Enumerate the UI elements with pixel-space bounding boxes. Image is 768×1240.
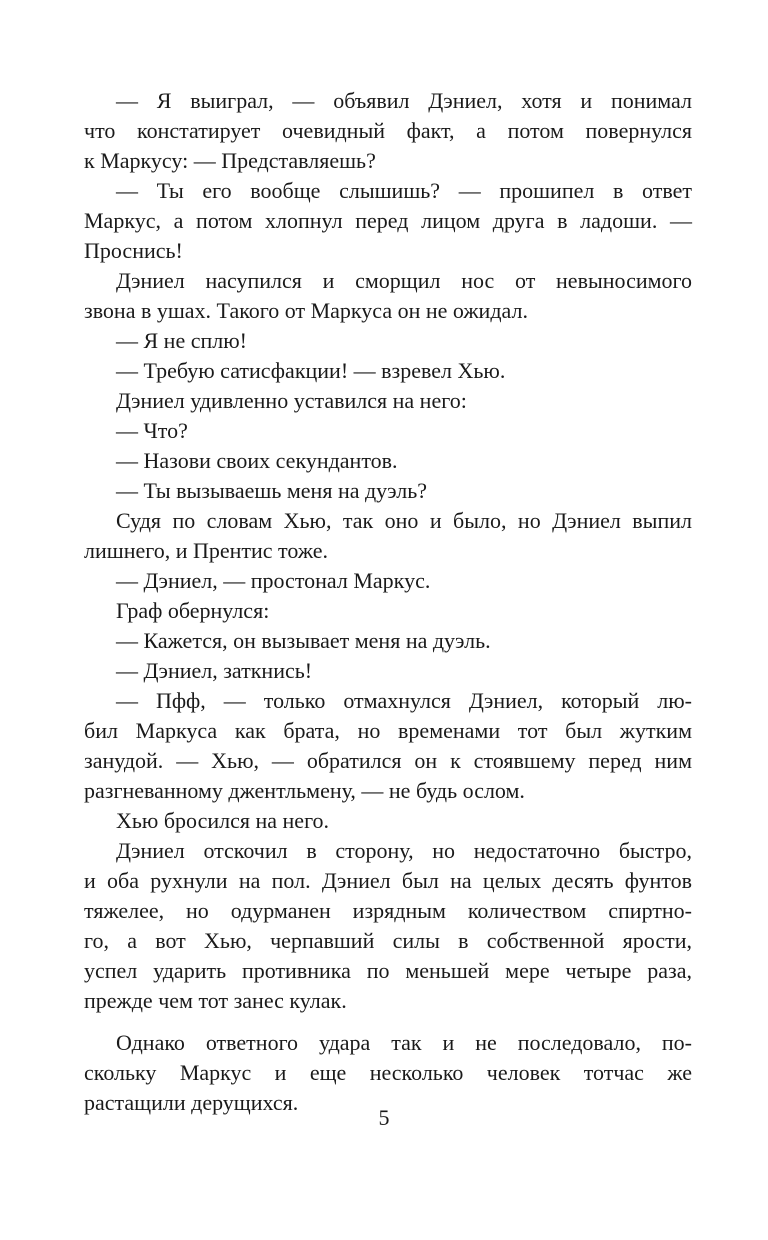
text-line: Хью бросился на него. <box>116 808 330 833</box>
text-line: тяжелее, но одурманен изрядным количеством спиртно- <box>84 898 692 923</box>
text-line: Однако ответного удара так и не последовало, по- <box>116 1030 692 1055</box>
text-line: — Ты вызываешь меня на дуэль? <box>116 478 427 503</box>
text-line: Проснись! <box>84 238 183 263</box>
text-line: го, а вот Хью, черпавший силы в собственной ярости, <box>84 928 692 953</box>
text-line: звона в ушах. Такого от Маркуса он не ожидал. <box>84 298 528 323</box>
text-line: что констатирует очевидный факт, а потом повернулся <box>84 118 692 143</box>
text-line: Судя по словам Хью, так оно и было, но Дэниел выпил <box>116 508 692 533</box>
body-text <box>84 86 692 1118</box>
text-line: Дэниел отскочил в сторону, но недостаточно быстро, <box>116 838 692 863</box>
text-line: разгневанному джентльмену, — не будь ослом. <box>84 778 525 803</box>
text-line: лишнего, и Прентис тоже. <box>84 538 329 563</box>
text-line: — Дэниел, — простонал Маркус. <box>116 568 431 593</box>
text-line: бил Маркуса как брата, но временами тот был жутким <box>84 718 692 743</box>
text-line: — Ты его вообще слышишь? — прошипел в ответ <box>116 178 692 203</box>
text-line: Дэниел насупился и сморщил нос от невыносимого <box>116 268 692 293</box>
text-line: скольку Маркус и еще несколько человек тотчас же <box>84 1060 692 1085</box>
text-line: и оба рухнули на пол. Дэниел был на целых десять фунтов <box>84 868 692 893</box>
text-line: Маркус, а потом хлопнул перед лицом друга в ладоши. — <box>84 208 692 233</box>
text-line: успел ударить противника по меньшей мере четыре раза, <box>84 958 692 983</box>
text-line: прежде чем тот занес кулак. <box>84 988 347 1013</box>
text-line: — Я выиграл, — объявил Дэниел, хотя и понимал <box>116 88 692 113</box>
text-line: занудой. — Хью, — обратился он к стоявшему перед ним <box>84 748 692 773</box>
text-line: — Пфф, — только отмахнулся Дэниел, который лю- <box>116 688 692 713</box>
text-line: Дэниел удивленно уставился на него: <box>116 388 467 413</box>
text-line: — Требую сатисфакции! — взревел Хью. <box>116 358 506 383</box>
text-line: — Назови своих секундантов. <box>116 448 398 473</box>
text-line: — Я не сплю! <box>116 328 247 353</box>
text-line: — Дэниел, заткнись! <box>116 658 313 683</box>
text-line: Граф обернулся: <box>116 598 270 623</box>
text-line: — Кажется, он вызывает меня на дуэль. <box>116 628 491 653</box>
text-line: к Маркусу: — Представляешь? <box>84 148 376 173</box>
page-number: 5 <box>378 1105 390 1130</box>
text-line: — Что? <box>116 418 188 443</box>
text-line: растащили дерущихся. <box>84 1090 299 1115</box>
